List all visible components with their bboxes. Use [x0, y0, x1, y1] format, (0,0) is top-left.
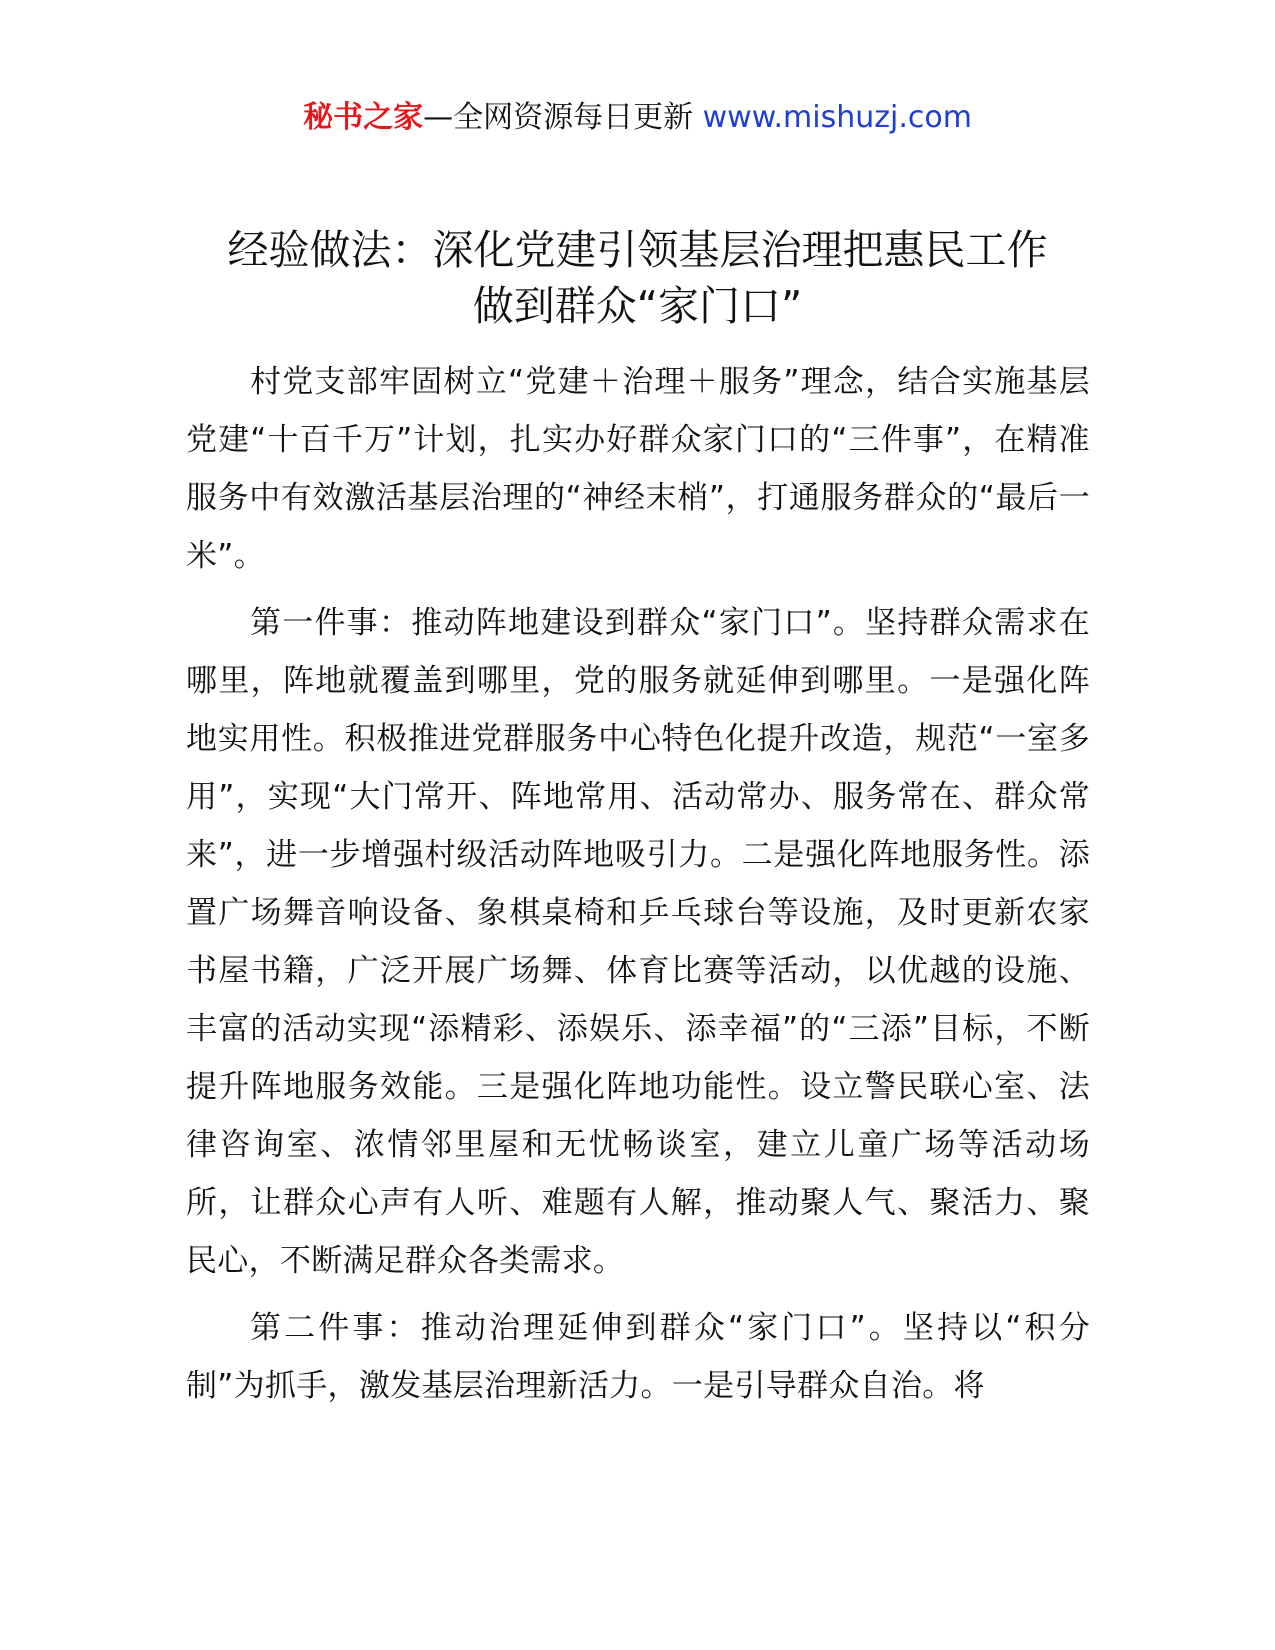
- first-item-paragraph: 第一件事：推动阵地建设到群众“家门口”。坚持群众需求在哪里，阵地就覆盖到哪里，党的服务就延伸到哪里。一是强化阵地实用性。积极推进党群服务中心特色化提升改造，规范“一室多用”，实现“大门常开、阵地常用、活动常办、服务常在、群众常来”，进一步增强村级活动阵地吸引力。二是强化阵地服务性。添置广场舞音响设备、象棋桌椅和乒乓球台等设施，及时更新农家书屋书籍，广泛开展广场舞、体育比赛等活动，以优越的设施、丰富的活动实现“添精彩、添娱乐、添幸福”的“三添”目标，不断提升阵地服务效能。三是强化阵地功能性。设立警民联心室、法律咨询室、浓情邻里屋和无忧畅谈室，建立儿童广场等活动场所，让群众心声有人听、难题有人解，推动聚人气、聚活力、聚民心，不断满足群众各类需求。: [186, 605, 1090, 1279]
- second-item-paragraph: 第二件事：推动治理延伸到群众“家门口”。坚持以“积分制”为抓手，激发基层治理新活力。一是引导群众自治。将: [186, 1310, 1090, 1404]
- document-body: [186, 353, 1090, 1424]
- intro-paragraph: 村党支部牢固树立“党建＋治理＋服务”理念，结合实施基层党建“十百千万”计划，扎实办好群众家门口的“三件事”，在精准服务中有效激活基层治理的“神经末梢”，打通服务群众的“最后一米”。: [186, 364, 1090, 574]
- document-title: [150, 222, 1125, 334]
- site-url-link[interactable]: www.mishuzj.com: [702, 100, 972, 135]
- title-line-1: 经验做法：深化党建引领基层治理把惠民工作: [227, 226, 1048, 274]
- site-brand: 秘书之家: [303, 100, 424, 135]
- title-line-2: 做到群众“家门口”: [472, 282, 803, 330]
- site-tagline: —全网资源每日更新: [423, 100, 694, 135]
- site-header: [0, 98, 1275, 138]
